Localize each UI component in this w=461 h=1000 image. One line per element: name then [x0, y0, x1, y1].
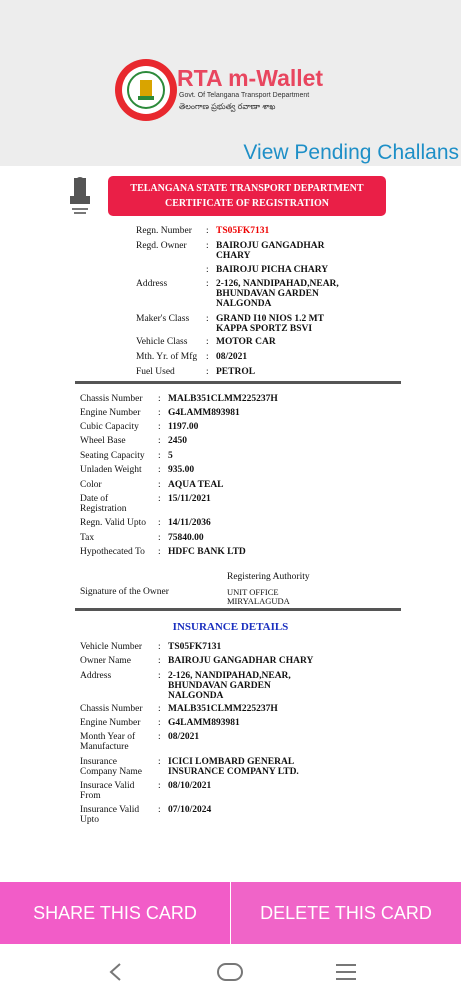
field-value: ICICI LOMBARD GENERAL INSURANCE COMPANY LTD.	[168, 757, 299, 777]
field-value: 14/11/2036	[168, 518, 211, 528]
field-label: Unladen Weight	[80, 465, 142, 475]
rta-logo-icon	[115, 59, 177, 121]
delete-card-button[interactable]: DELETE THIS CARD	[231, 882, 461, 944]
field-value: TS05FK7131	[216, 226, 270, 236]
field-value: BAIROJU GANGADHAR CHARY	[168, 656, 314, 666]
field-colon: :	[158, 547, 161, 557]
field-label: Color	[80, 480, 102, 490]
field-value: MALB351CLMM225237H	[168, 394, 278, 404]
divider	[75, 381, 401, 384]
field-label: Cubic Capacity	[80, 422, 139, 432]
field-colon: :	[206, 265, 209, 275]
field-colon: :	[206, 226, 209, 236]
field-value: MALB351CLMM225237H	[168, 704, 278, 714]
field-label: Regn. Valid Upto	[80, 518, 147, 528]
field-colon: :	[158, 494, 161, 504]
view-pending-challans-link[interactable]: View Pending Challans	[243, 141, 459, 164]
field-colon: :	[206, 314, 209, 324]
field-value: 1197.00	[168, 422, 199, 432]
field-colon: :	[206, 352, 209, 362]
field-label: Vehicle Class	[136, 337, 188, 347]
field-colon: :	[158, 671, 161, 681]
field-value: HDFC BANK LTD	[168, 547, 246, 557]
status-bar	[0, 0, 461, 34]
signature-label: Signature of the Owner	[80, 587, 169, 597]
field-colon: :	[158, 642, 161, 652]
nav-bar	[0, 944, 461, 1000]
field-label: Insurance Company Name	[80, 757, 143, 777]
field-value: 08/10/2021	[168, 781, 212, 791]
field-label: Regd. Owner	[136, 241, 187, 251]
field-value: 15/11/2021	[168, 494, 211, 504]
dept-title: TELANGANA STATE TRANSPORT DEPARTMENT	[130, 183, 364, 194]
field-label: Engine Number	[80, 408, 141, 418]
field-value: PETROL	[216, 367, 256, 377]
field-value: 08/2021	[216, 352, 248, 362]
field-value: GRAND I10 NIOS 1.2 MT KAPPA SPORTZ BSVI	[216, 314, 324, 334]
field-value: TS05FK7131	[168, 642, 222, 652]
menu-icon[interactable]	[326, 958, 366, 986]
field-label: Month Year of Manufacture	[80, 732, 136, 752]
field-colon: :	[158, 704, 161, 714]
field-colon: :	[158, 451, 161, 461]
field-label: Maker's Class	[136, 314, 190, 324]
field-value: MOTOR CAR	[216, 337, 276, 347]
field-colon: :	[158, 732, 161, 742]
field-colon: :	[158, 408, 161, 418]
field-value: 2-126, NANDIPAHAD,NEAR, BHUNDAVAN GARDEN NALGONDA	[168, 671, 291, 701]
field-colon: :	[158, 533, 161, 543]
field-colon: :	[158, 718, 161, 728]
field-colon: :	[158, 394, 161, 404]
field-label: Address	[80, 671, 112, 681]
field-value: 2450	[168, 436, 187, 446]
field-label: Mth. Yr. of Mfg	[136, 352, 198, 362]
registering-authority: Registering Authority	[227, 572, 310, 582]
field-label: Chassis Number	[80, 394, 143, 404]
registration-card	[0, 166, 461, 882]
field-label: Date of Registration	[80, 494, 127, 514]
divider	[75, 608, 401, 611]
field-colon: :	[158, 422, 161, 432]
logo-subtitle: Govt. Of Telangana Transport Department	[179, 92, 310, 99]
field-colon: :	[158, 480, 161, 490]
field-label: Address	[136, 279, 168, 289]
field-colon: :	[158, 805, 161, 815]
emblem-icon	[66, 174, 94, 218]
field-label: Regn. Number	[136, 226, 192, 236]
field-colon: :	[206, 367, 209, 377]
field-value: 75840.00	[168, 533, 204, 543]
field-colon: :	[158, 656, 161, 666]
field-colon: :	[158, 781, 161, 791]
field-value: 08/2021	[168, 732, 200, 742]
rta-logo	[115, 59, 355, 129]
field-colon: :	[206, 337, 209, 347]
back-icon[interactable]	[96, 958, 136, 986]
field-colon: :	[158, 518, 161, 528]
logo-telugu: తెలంగాణ ప్రభుత్వ రవాణా శాఖ	[179, 102, 276, 111]
field-colon: :	[158, 757, 161, 767]
field-colon: :	[158, 465, 161, 475]
field-value: G4LAMM893981	[168, 408, 240, 418]
unit-office: UNIT OFFICE	[227, 587, 279, 597]
field-value: 07/10/2024	[168, 805, 212, 815]
field-label: Vehicle Number	[80, 642, 142, 652]
field-label: Insurace Valid From	[80, 781, 135, 801]
field-colon: :	[206, 241, 209, 251]
field-value: BAIROJU GANGADHAR CHARY	[216, 241, 325, 261]
field-label: Hypothecated To	[80, 547, 145, 557]
cert-title: CERTIFICATE OF REGISTRATION	[165, 198, 329, 209]
field-label: Engine Number	[80, 718, 141, 728]
field-value: G4LAMM893981	[168, 718, 240, 728]
field-value: 5	[168, 451, 173, 461]
certificate-banner	[108, 176, 386, 216]
field-colon: :	[158, 436, 161, 446]
share-card-button[interactable]: SHARE THIS CARD	[0, 882, 230, 944]
logo-title: RTA m-Wallet	[177, 65, 324, 91]
field-value: 935.00	[168, 465, 195, 475]
insurance-title: INSURANCE DETAILS	[172, 621, 289, 633]
field-value: AQUA TEAL	[168, 480, 224, 490]
field-label: Owner Name	[80, 656, 131, 666]
field-value: 2-126, NANDIPAHAD,NEAR, BHUNDAVAN GARDEN NALGONDA	[216, 279, 339, 309]
home-icon[interactable]	[210, 958, 250, 986]
field-label: Chassis Number	[80, 704, 143, 714]
field-label: Insurance Valid Upto	[80, 805, 140, 825]
field-label: Seating Capacity	[80, 451, 145, 461]
office-place: MIRYALAGUDA	[227, 596, 290, 606]
field-label: Wheel Base	[80, 436, 126, 446]
field-label: Fuel Used	[136, 367, 175, 377]
field-label: Tax	[80, 533, 95, 543]
field-colon: :	[206, 279, 209, 289]
field-value: BAIROJU PICHA CHARY	[216, 265, 329, 275]
